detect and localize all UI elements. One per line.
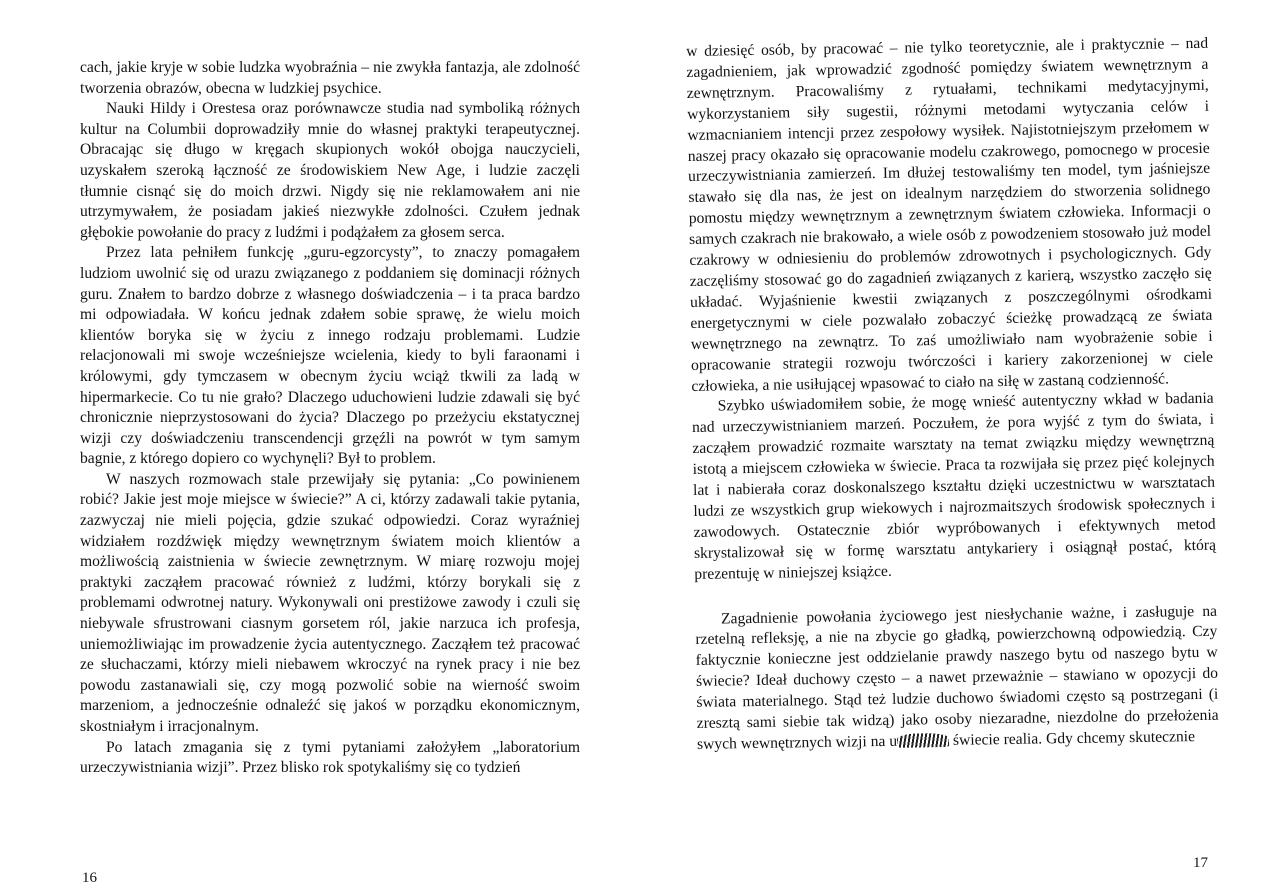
right-page xyxy=(640,0,1263,893)
paragraph: Nauki Hildy i Orestesa oraz porównawcze studia nad symboliką różnych kultur na Columbii doprowadziły mnie do własnej praktyki terapeutycznej. Obracając się długo w kręgach skupionych wokół obojga nauczycieli, uzyskałem szeroką łączność ze środowiskiem New Age, i ludzie zaczęli tłumnie cisnąć się do moich drzwi. Nigdy się nie reklamowałem ani nie utrzymywałem, że posiadam jakieś niezwykłe zdolności. Czułem jednak głębokie powołanie do pracy z ludźmi i podążałem za głosem serca. xyxy=(80,100,580,241)
page-number: 16 xyxy=(82,870,97,886)
paragraph: Po latach zmagania się z tymi pytaniami założyłem „laboratorium urzeczywistniania wizji”. Przez blisko rok spotykaliśmy się co tydzień xyxy=(80,738,580,777)
paragraph: Szybko uświadomiłem sobie, że mogę wnieść autentyczny wkład w badania nad urzeczywistnianiem marzeń. Poczułem, że pora wyjść z tym do świata, i zacząłem prowadzić rozmaite warsztaty na temat związku między wewnętrzną istotą a miejscem człowieka w świecie. Praca ta rozwijała się przez pięć kolejnych lat i nabierała coraz doskonalszego kształtu dzięki uczestnictwu w warsztatach ludzi ze wszystkich grup wiekowych i najrozmaitszych środowisk społecznych i zawodowych. Ostatecznie zbiór wypróbowanych i efektywnych metod skrystalizował się w formę warsztatu antykariery i osiągnął postać, którą prezentuję w niniejszej książce. xyxy=(691,390,1217,583)
paragraph: Przez lata pełniłem funkcję „guru-egzorcysty”, to znaczy pomagałem ludziom uwolnić się od urazu związanego z poddaniem się dominacji różnych guru. Znałem to bardzo dobrze z własnego doświadczenia – i ta praca bardzo mi odpowiadała. W końcu jednak zdałem sobie sprawę, że wielu moich klientów boryka się w życiu z innego rodzaju problemami. Ludzie relacjonowali mi swoje wcześniejsze wcielenia, kiedy to byli faraonami i królowymi, gdy tymczasem w obecnym życiu wciąż tkwili za ladą w hipermarkecie. Co tu nie grało? Dlaczego uduchowieni ludzie zdawali się być chronicznie nieprzystosowani do życia? Dlaczego po przeżyciu ekstatycznej wizji czy doświadczeniu transcendencji grzęźli na powrót w tym samym bagnie, z którego dopiero co wychynęli? Był to problem. xyxy=(80,244,580,468)
paragraph: w dziesięć osób, by pracować – nie tylko teoretycznie, ale i praktycznie – nad zagadnieniem, jak wprowadzić zgodność pomiędzy światem wewnętrznym a zewnętrznym. Pracowaliśmy z rytuałami, technikami medytacyjnymi, wykorzystaniem siły sugestii, różnymi metodami wytyczania celów i wzmacnianiem intencji przez zespołowy wysiłek. Najistotniejszym przełomem w naszej pracy okazało się opracowanie modelu czakrowego, pomocnego w procesie urzeczywistniania zamierzeń. Im dłużej testowaliśmy ten model, tym jaśniejsze stawało się dla nas, że jest on idealnym narzędziem do stworzenia solidnego pomostu między wewnętrznym a zewnętrznym światem człowieka. Informacji o samych czakrach nie brakowało, a wiele osób z powodzeniem stosowało już model czakrowy w odniesieniu do problemów zdrowotnych i psychologicznych. Gdy zaczęliśmy stosować go do zagadnień związanych z karierą, wszystko zaczęło się układać. Wyjaśnienie kwestii związanych z poszczególnymi ośrodkami energetycznymi w ciele pozwalało zobaczyć ścieżkę prowadzącą ze świata wewnętrznego na zewnątrz. To zaś umożliwiało nam wyobrażenie sobie i opracowanie strategii rozwoju twórczości i kariery zakorzenionej w ciele człowieka, a nie usiłującej wpasować to ciało na siłę w zastaną codzienność. xyxy=(686,34,1214,395)
ink-smudge xyxy=(897,733,949,748)
paragraph: W naszych rozmowach stale przewijały się pytania: „Co powinienem robić? Jakie jest moje miejsce w świecie?” A ci, którzy zadawali takie pytania, zazwyczaj nie mieli pojęcia, gdzie szukać odpowiedzi. Coraz wyraźniej widziałem rozdźwięk między wewnętrznym światem moich klientów a możliwością zaistnienia w świecie zewnętrznym. W miarę rozwoju mojej praktyki zacząłem pracować również z ludźmi, którzy borykali się z problemami odwrotnej natury. Wykonywali oni prestiżowe zawody i czuli się niebywale sfrustrowani ciasnym gorsetem ról, jakie narzuca ich profesja, uniemożliwiając im prowadzenie życia autentycznego. Zacząłem też pracować ze słuchaczami, którzy mieli niebawem wkroczyć na rynek pracy i nie bez powodu zastanawiali się, czy mogą pozwolić sobie na wierność swoim marzeniom, a jednocześnie odnaleźć się jakoś w porządku ekonomicznym, skostniałym i irracjonalnym. xyxy=(80,470,580,735)
paragraph: cach, jakie kryje w sobie ludzka wyobraźnia – nie zwykła fantazja, ale zdolność tworzenia obrazów, obecna w ludzkiej psychice. xyxy=(80,59,580,97)
right-page-text xyxy=(686,34,1219,756)
paragraph-tail: świecie realia. Gdy chcemy skutecznie xyxy=(952,728,1196,749)
page-number: 17 xyxy=(1193,855,1208,871)
left-page-text xyxy=(80,58,580,779)
paragraph xyxy=(695,601,1219,756)
paragraph-text: Zagadnienie powołania życiowego jest niesłychanie ważne, i zasługuje na rzetelną refleksję, a nie na zbycie go gładką, powierzchowną odpowiedzią. Czy faktycznie konieczne jest oddzielanie prawdy naszego bytu od naszego bytu w świecie? Ideał duchowy często – a nawet przeważnie – stawiano w opozycji do świata materialnego. Stąd też ludzie duchowo świadomi często są postrzegani (i zresztą sami siebie tak widzą) jako osoby niezaradne, niezdolne do przełożenia swych wewnętrznych wizji na u xyxy=(695,602,1219,753)
